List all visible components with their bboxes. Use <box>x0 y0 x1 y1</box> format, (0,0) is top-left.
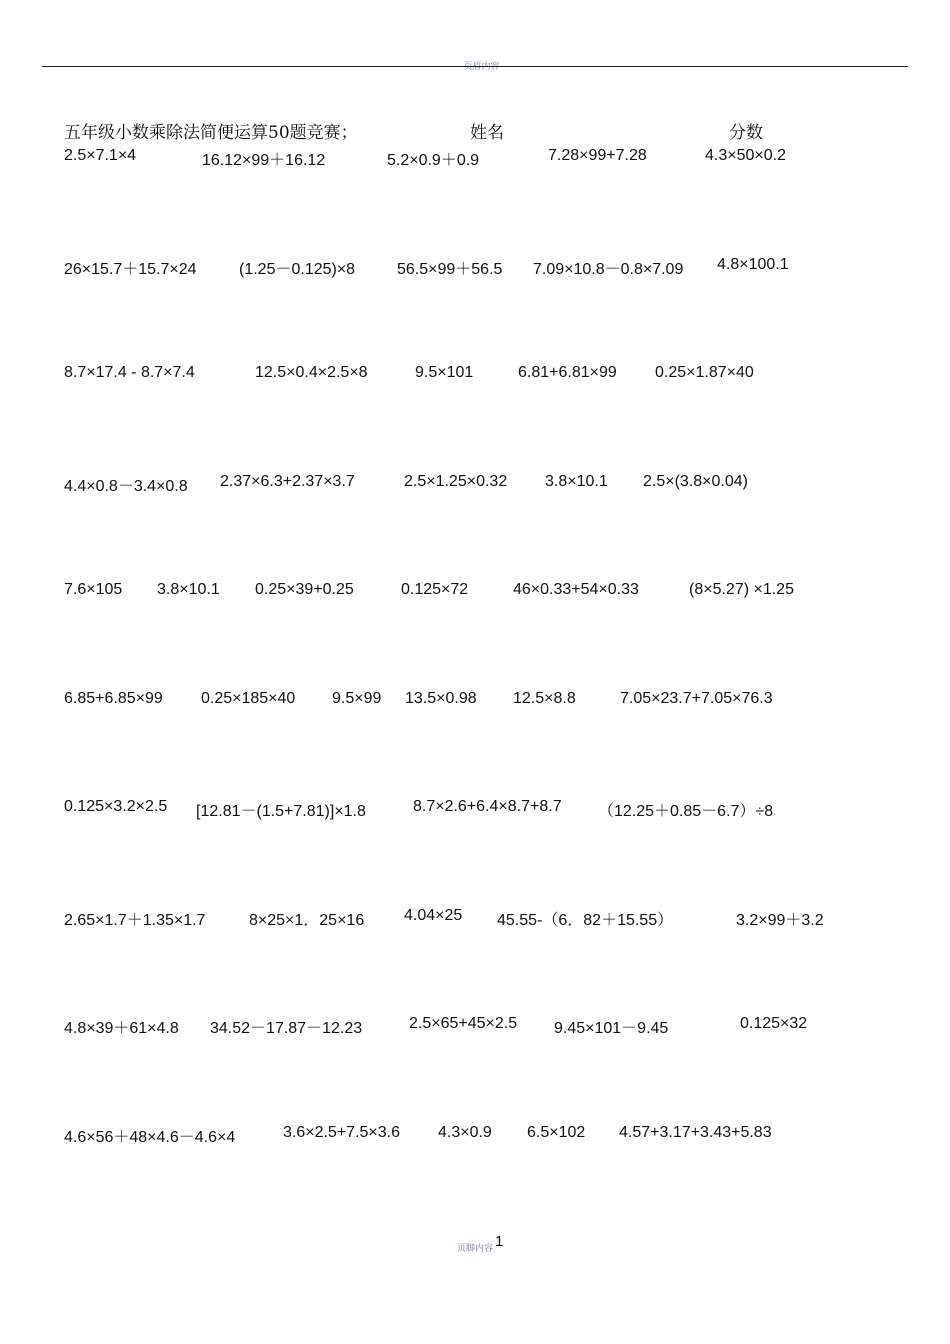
score-label: 分数 <box>729 123 763 143</box>
math-problem: 0.125×32 <box>740 1015 808 1032</box>
problem-row <box>0 907 950 929</box>
math-problem: 4.57+3.17+3.43+5.83 <box>619 1124 772 1141</box>
title-row <box>0 118 950 142</box>
page-number: 1 <box>495 1233 504 1250</box>
math-problem: 4.8×100.1 <box>717 256 789 273</box>
problem-row <box>0 1124 950 1146</box>
math-problem: 2.5×1.25×0.32 <box>404 473 508 490</box>
math-problem: （12.25＋0.85－6.7）÷8 <box>598 803 774 820</box>
math-problem: 7.28×99+7.28 <box>548 147 647 164</box>
math-problem: [12.81－(1.5+7.81)]×1.8 <box>196 803 366 820</box>
page-footer-text: 页脚内容 <box>457 1244 494 1254</box>
math-problem: 2.65×1.7＋1.35×1.7 <box>64 912 206 929</box>
problem-row <box>0 581 950 603</box>
problem-row <box>0 690 950 712</box>
math-problem: 0.25×1.87×40 <box>655 364 754 381</box>
math-problem: 5.2×0.9＋0.9 <box>387 152 480 169</box>
math-problem: 0.25×185×40 <box>201 690 296 707</box>
header-divider <box>42 66 908 67</box>
math-problem: 9.5×99 <box>332 690 382 707</box>
math-problem: 0.25×39+0.25 <box>255 581 354 598</box>
math-problem: 9.5×101 <box>415 364 474 381</box>
math-problem: 8.7×2.6+6.4×8.7+8.7 <box>413 798 562 815</box>
math-problem: 45.55-（6．82＋15.55） <box>497 912 674 929</box>
math-problem: 12.5×8.8 <box>513 690 576 707</box>
math-problem: 0.125×72 <box>401 581 469 598</box>
math-problem: (1.25－0.125)×8 <box>239 261 356 278</box>
math-problem: 6.85+6.85×99 <box>64 690 163 707</box>
math-problem: 3.2×99＋3.2 <box>736 912 824 929</box>
math-problem: 4.8×39＋61×4.8 <box>64 1020 179 1037</box>
math-problem: (8×5.27) ×1.25 <box>689 581 794 598</box>
math-problem: 13.5×0.98 <box>405 690 477 707</box>
problem-row <box>0 256 950 278</box>
math-problem: 34.52－17.87－12.23 <box>210 1020 363 1037</box>
math-problem: 2.5×65+45×2.5 <box>409 1015 518 1032</box>
problem-row <box>0 473 950 495</box>
math-problem: 12.5×0.4×2.5×8 <box>255 364 368 381</box>
math-problem: 4.3×0.9 <box>438 1124 492 1141</box>
problem-row <box>0 364 950 386</box>
math-problem: 2.37×6.3+2.37×3.7 <box>220 473 355 490</box>
math-problem: 7.05×23.7+7.05×76.3 <box>620 690 773 707</box>
math-problem: 2.5×(3.8×0.04) <box>643 473 748 490</box>
problem-row <box>0 147 950 169</box>
math-problem: 2.5×7.1×4 <box>64 147 137 164</box>
problem-row <box>0 798 950 820</box>
name-label: 姓名 <box>470 123 504 143</box>
math-problem: 56.5×99＋56.5 <box>397 261 503 278</box>
math-problem: 3.6×2.5+7.5×3.6 <box>283 1124 400 1141</box>
math-problem: 4.3×50×0.2 <box>705 147 786 164</box>
math-problem: 26×15.7＋15.7×24 <box>64 261 197 278</box>
math-problem: 8×25×1．25×16 <box>249 912 365 929</box>
math-problem: 7.09×10.8－0.8×7.09 <box>533 261 684 278</box>
worksheet-title: 五年级小数乘除法简便运算50题竞赛； <box>64 123 358 143</box>
problem-row <box>0 1015 950 1037</box>
math-problem: 16.12×99＋16.12 <box>202 152 326 169</box>
math-problem: 3.8×10.1 <box>545 473 608 490</box>
math-problem: 46×0.33+54×0.33 <box>513 581 639 598</box>
math-problem: 6.81+6.81×99 <box>518 364 617 381</box>
math-problem: 4.4×0.8－3.4×0.8 <box>64 478 188 495</box>
math-problem: 3.8×10.1 <box>157 581 220 598</box>
math-problem: 7.6×105 <box>64 581 123 598</box>
math-problem: 9.45×101－9.45 <box>554 1020 669 1037</box>
math-problem: 4.6×56＋48×4.6－4.6×4 <box>64 1129 236 1146</box>
page-header-text: 页眉内容 <box>463 62 500 72</box>
math-problem: 8.7×17.4 - 8.7×7.4 <box>64 364 195 381</box>
math-problem: 6.5×102 <box>527 1124 586 1141</box>
math-problem: 0.125×3.2×2.5 <box>64 798 168 815</box>
math-problem: 4.04×25 <box>404 907 463 924</box>
